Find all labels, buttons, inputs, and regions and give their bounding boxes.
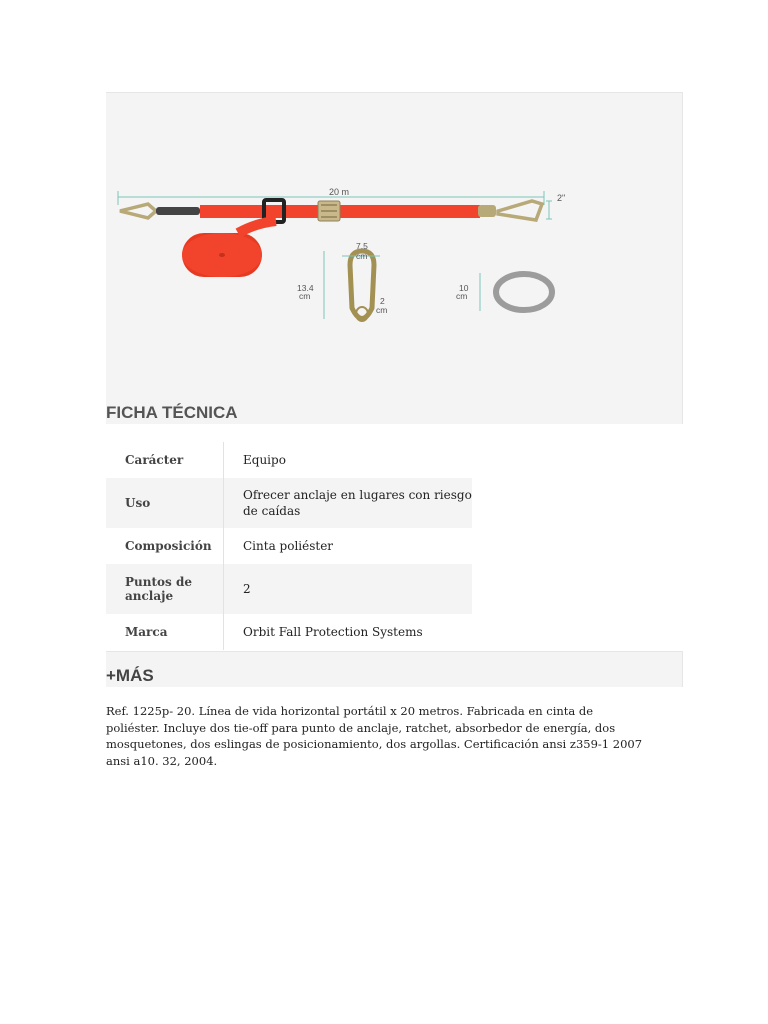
snap-hook-width-label: 7.5 — [356, 241, 368, 251]
ratchet-icon — [318, 201, 340, 221]
snap-hook-width-unit: cm — [356, 251, 368, 261]
snap-hook-gate-unit: cm — [376, 305, 388, 315]
product-description: Ref. 1225p- 20. Línea de vida horizontal portátil x 20 metros. Fabricada en cinta de poliéster. Incluye dos tie-off para punto de anclaje, ratchet, absorbedor de energía, dos mosquetones, dos eslingas de posicionamiento, dos argollas. Certificación ansi z359-1 2007 ansi a10. 32, 2004. — [106, 704, 643, 768]
spec-key: Composición — [125, 539, 212, 553]
spec-row — [106, 564, 472, 614]
spec-row — [106, 442, 472, 478]
spec-value: Equipo — [224, 442, 473, 478]
ring-diameter-unit: cm — [456, 291, 468, 301]
mas-section-band — [106, 651, 683, 687]
spec-value: Cinta poliéster — [224, 528, 473, 564]
mas-title: +MÁS — [106, 666, 154, 685]
length-label: 20 m — [329, 187, 350, 197]
spec-key: Marca — [125, 625, 168, 639]
spec-key: Uso — [125, 496, 151, 510]
energy-absorber — [156, 207, 200, 215]
width-dimension — [546, 201, 552, 219]
right-connector — [478, 205, 496, 217]
spec-key: Carácter — [125, 453, 184, 467]
spec-key: Puntos de anclaje — [125, 575, 192, 603]
ring-icon — [496, 274, 552, 310]
spec-row — [106, 614, 472, 650]
spec-value: Ofrecer anclaje en lugares con riesgo de caídas — [224, 478, 473, 528]
strap-roll-icon — [182, 221, 276, 277]
width-label: 2" — [557, 193, 566, 203]
spec-row — [106, 478, 472, 528]
spec-row — [106, 528, 472, 564]
spec-value: 2 — [224, 564, 473, 614]
snap-hook-height-unit: cm — [299, 291, 311, 301]
spec-value: Orbit Fall Protection Systems — [224, 614, 473, 650]
ring-diameter-label: 10 — [459, 283, 469, 293]
left-carabiner-icon — [120, 204, 156, 218]
snap-hook-icon — [350, 251, 374, 321]
spec-table — [106, 442, 472, 650]
right-carabiner-icon — [498, 201, 542, 220]
snap-hook-height-label: 13.4 — [297, 283, 314, 293]
product-image-panel — [106, 92, 683, 424]
product-image — [106, 93, 682, 393]
snap-hook-gate-label: 2 — [380, 296, 385, 306]
ficha-tecnica-title: FICHA TÉCNICA — [106, 403, 238, 422]
